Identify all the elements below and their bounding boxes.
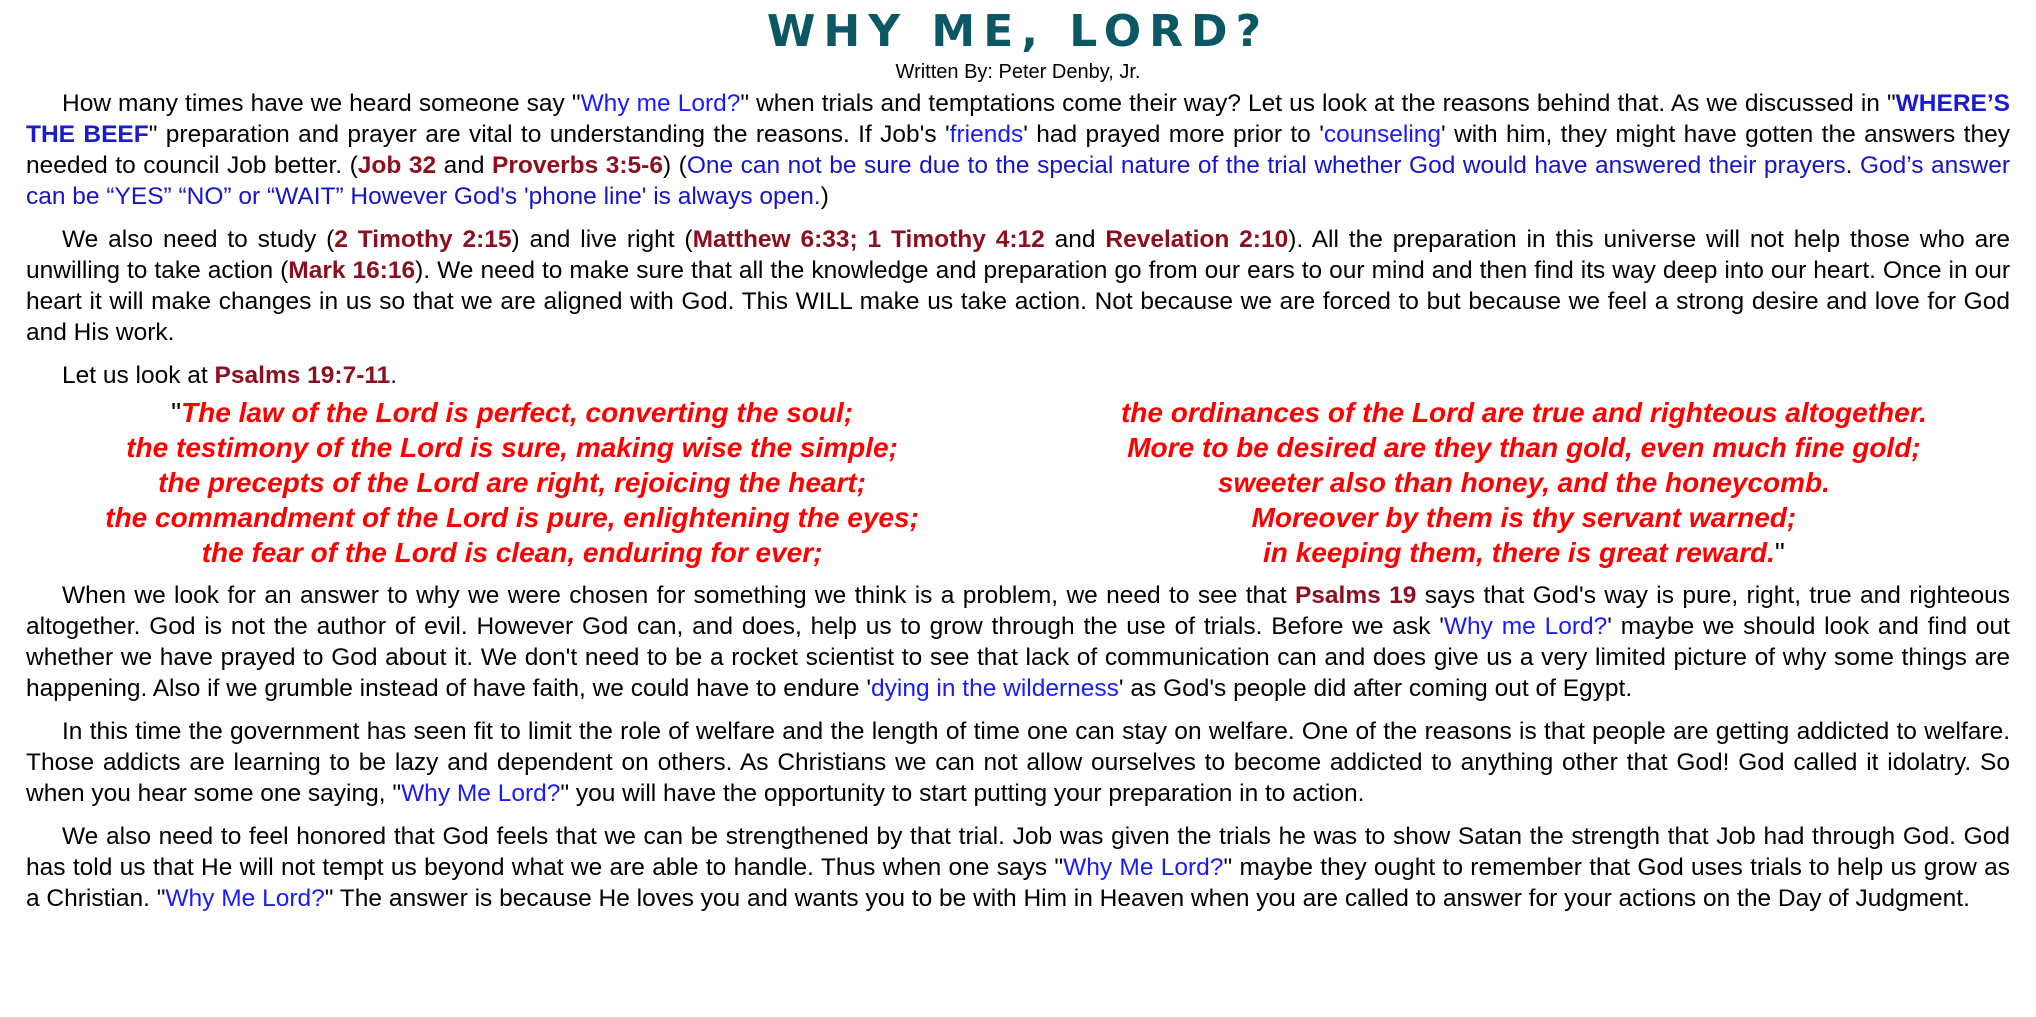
scripture-ref: 2 Timothy 2:15	[334, 226, 512, 253]
quote-line: sweeter also than honey, and the honeycomb.	[1217, 467, 1830, 498]
phrase-why-me-lord: Why Me Lord?	[165, 885, 325, 912]
quote-line	[26, 395, 998, 430]
text: " preparation and prayer are vital to understanding the reasons. If Job's '	[148, 121, 950, 148]
paragraph-4	[26, 580, 2010, 704]
page-title: WHY ME, LORD?	[766, 6, 1270, 57]
text: ' maybe we should look and find out whether we have prayed to God about it. We don't need to be a rocket scientist to see that lack of communication can and does give us a very limited picture of why some things are happening. Also if we grumble instead of have faith, we could have to endure '	[26, 613, 2010, 702]
scripture-ref: Mark 16:16	[288, 257, 416, 284]
quote-line: the fear of the Lord is clean, enduring for ever;	[201, 537, 823, 568]
text: .	[1845, 152, 1860, 179]
quote-text: The law of the Lord is perfect, converting the soul;	[181, 397, 854, 428]
author-byline: Written By: Peter Denby, Jr.	[895, 61, 1141, 83]
quote-text: in keeping them, there is great reward.	[1262, 537, 1775, 568]
quote-line: Moreover by them is thy servant warned;	[1251, 502, 1797, 533]
phrase-dying-in-wilderness: dying in the wilderness	[871, 675, 1119, 702]
scripture-ref: Proverbs 3:5-6	[492, 152, 663, 179]
text: )	[820, 183, 829, 210]
phrase-friends: friends	[949, 121, 1024, 148]
text: " you will have the opportunity to start putting your preparation in to action.	[560, 780, 1365, 807]
text: Let us look at	[62, 362, 215, 389]
link-wheres-the-beef[interactable]: WHERE’S THE BEEF	[26, 90, 2010, 148]
paragraph-2	[26, 224, 2010, 348]
text: says that God's way is pure, right, true and righteous altogether. God is not the author of evil. However God can, and does, help us to grow through the use of trials. Before we ask '	[26, 582, 2011, 640]
quote-column-left	[26, 395, 998, 570]
scripture-quote	[26, 395, 2010, 570]
text: " when trials and temptations come their way? Let us look at the reasons behind that. As we discussed in "	[740, 90, 1896, 117]
paragraph-1	[26, 88, 2010, 212]
note-blue: One can not be sure due to the special nature of the trial whether God would have answered their prayers	[686, 152, 1846, 179]
quote-line: More to be desired are they than gold, even much fine gold;	[1127, 432, 1921, 463]
text: ) and live right (	[511, 226, 693, 253]
text: How many times have we heard someone say "	[62, 90, 581, 117]
scripture-ref: Psalms 19:7-11	[214, 362, 391, 389]
text: We also need to feel honored that God feels that we can be strengthened by that trial. Job was given the trials he was to show Satan the strength that Job had through God. God has told us that He will not tempt us beyond what we are able to handle. Thus when one says "	[26, 823, 2010, 881]
quote-open-mark: "	[171, 397, 182, 428]
quote-line: the precepts of the Lord are right, rejoicing the heart;	[158, 467, 867, 498]
text: We also need to study (	[62, 226, 335, 253]
note-blue: ' is always open.	[641, 183, 821, 210]
paragraph-3	[26, 360, 2010, 391]
paragraph-5	[26, 716, 2010, 809]
text: When we look for an answer to why we were chosen for something we think is a problem, we need to see that	[62, 582, 1295, 609]
quote-close-mark: "	[1774, 537, 1785, 568]
text: " The answer is because He loves you and wants you to be with Him in Heaven when you are called to answer for your actions on the Day of Judgment.	[324, 885, 1970, 912]
phrase-why-me-lord: Why me Lord?	[580, 90, 741, 117]
text: In this time the government has seen fit to limit the role of welfare and the length of time one can stay on welfare. One of the reasons is that people are getting addicted to welfare. Those addicts are learning to be lazy and dependent on others. As Christians we can not allow ourselves to become addicted to anything other that God! God called it idolatry. So when you hear some one saying, "	[26, 718, 2010, 807]
text: ' as God's people did after coming out of Egypt.	[1118, 675, 1633, 702]
text: and	[436, 152, 493, 179]
scripture-ref: Matthew 6:33; 1 Timothy 4:12	[692, 226, 1045, 253]
text: ). We need to make sure that all the knowledge and preparation go from our ears to our mind and then find its way deep into our heart. Once in our heart it will make changes in us so that we are aligned with God. This WILL make us take action. Not because we are forced to but because we feel a strong desire and love for God and His work.	[26, 257, 2011, 346]
text: ' with him, they might have gotten the answers they needed to council Job better. (	[26, 121, 2010, 179]
quote-column-right	[1038, 395, 2010, 570]
text: ). All the preparation in this universe will not help those who are unwilling to take action (	[26, 226, 2010, 284]
text: .	[390, 362, 398, 389]
paragraph-6	[26, 821, 2010, 914]
phrase-why-me-lord: Why Me Lord?	[401, 780, 561, 807]
phrase-why-me-lord: Why me Lord?	[1443, 613, 1608, 640]
scripture-ref: Revelation 2:10	[1105, 226, 1289, 253]
text: " maybe they ought to remember that God uses trials to help us grow as a Christian. "	[26, 854, 2011, 912]
phrase-why-me-lord: Why Me Lord?	[1063, 854, 1224, 881]
phrase-phone-line: phone line	[528, 183, 642, 210]
scripture-ref: Psalms 19	[1294, 582, 1417, 609]
quote-line: the testimony of the Lord is sure, making wise the simple;	[126, 432, 898, 463]
note-blue: God’s answer can be “YES” “NO” or “WAIT” However God's '	[26, 152, 2011, 210]
text: ' had prayed more prior to '	[1023, 121, 1324, 148]
text: and	[1044, 226, 1106, 253]
quote-line	[1038, 535, 2010, 570]
text: ) (	[662, 152, 687, 179]
scripture-ref: Job 32	[357, 152, 437, 179]
phrase-counseling: counseling	[1323, 121, 1442, 148]
quote-line: the commandment of the Lord is pure, enlightening the eyes;	[105, 502, 919, 533]
quote-line: the ordinances of the Lord are true and righteous altogether.	[1120, 397, 1927, 428]
